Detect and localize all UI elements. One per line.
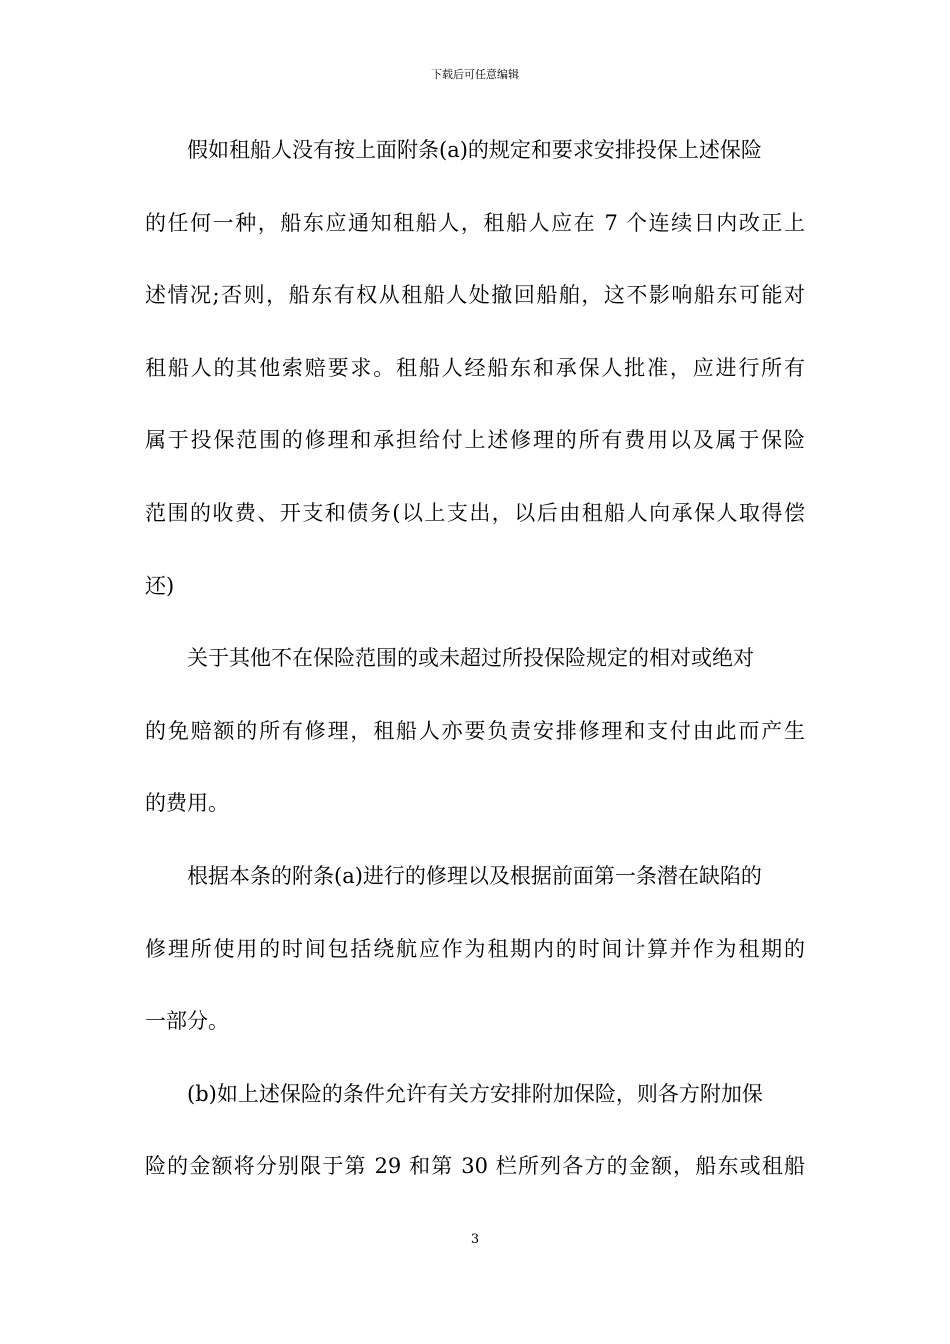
paragraph-2-line-3: 的费用。 bbox=[145, 791, 229, 816]
paragraph-1-line-2: 的任何一种，船东应通知租船人，租船人应在 7 个连续日内改正上 bbox=[145, 210, 805, 235]
page-number: 3 bbox=[470, 1232, 480, 1247]
paragraph-1-line-6: 范围的收费、开支和债务(以上支出，以后由租船人向承保人取得偿 bbox=[145, 500, 805, 525]
paragraph-1-line-7: 还) bbox=[145, 573, 175, 598]
paragraph-3-line-3: 一部分。 bbox=[145, 1009, 229, 1034]
paragraph-1-line-5: 属于投保范围的修理和承担给付上述修理的所有费用以及属于保险 bbox=[145, 428, 805, 453]
document-body bbox=[145, 130, 805, 1219]
paragraph-2-line-1: 关于其他不在保险范围的或未超过所投保险规定的相对或绝对 bbox=[187, 646, 754, 671]
page-header: 下载后可任意编辑 bbox=[431, 68, 519, 81]
paragraph-1-line-1: 假如租船人没有按上面附条(a)的规定和要求安排投保上述保险 bbox=[187, 138, 762, 162]
paragraph-3-line-1: 根据本条的附条(a)进行的修理以及根据前面第一条潜在缺陷的 bbox=[187, 863, 762, 888]
paragraph-4-line-1: (b)如上述保险的条件允许有关方安排附加保险，则各方附加保 bbox=[187, 1081, 763, 1106]
paragraph-4-line-2: 险的金额将分别限于第 29 和第 30 栏所列各方的金额，船东或租船 bbox=[145, 1154, 805, 1179]
paragraph-3-line-2: 修理所使用的时间包括绕航应作为租期内的时间计算并作为租期的 bbox=[145, 936, 805, 961]
paragraph-1-line-3: 述情况;否则，船东有权从租船人处撤回船舶，这不影响船东可能对 bbox=[145, 283, 805, 308]
paragraph-2-line-2: 的免赔额的所有修理，租船人亦要负责安排修理和支付由此而产生 bbox=[145, 718, 805, 743]
paragraph-1-line-4: 租船人的其他索赔要求。租船人经船东和承保人批准，应进行所有 bbox=[145, 355, 805, 380]
